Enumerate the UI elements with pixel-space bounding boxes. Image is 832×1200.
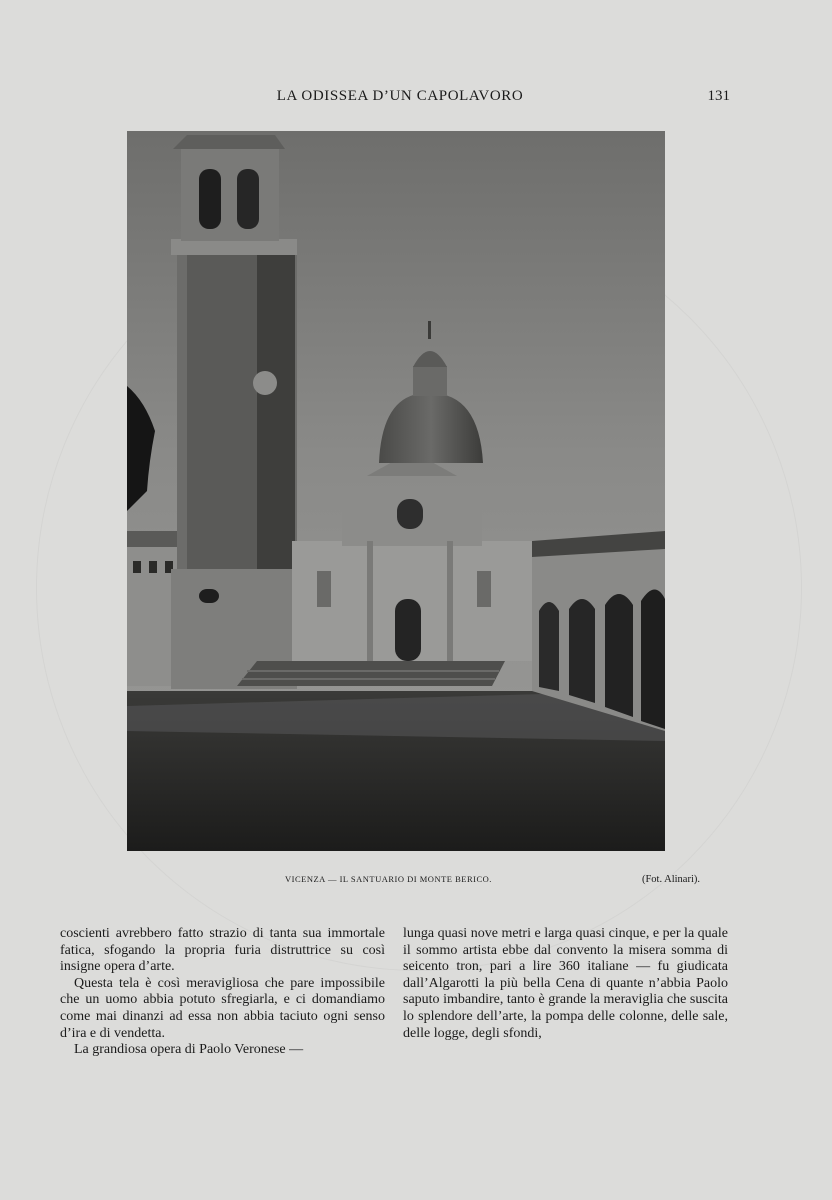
paragraph: Questa tela è così meravigliosa che pare impossibile che un uomo abbia potuto sfregiarla, e ci domandiamo come mai dinanzi ad essa non abbia taciuto ogni senso d’ira e di vendetta. (60, 975, 385, 1041)
photo-credit: (Fot. Alinari). (641, 874, 700, 885)
page-number: 131 (707, 88, 730, 104)
text-column-right (403, 926, 728, 1042)
paragraph: lunga quasi nove metri e larga quasi cinque, e per la quale il sommo artista ebbe dal convento la misera somma di seicento tron, pari a lire 360 italiane — fu giudicata dall’Algarotti la più bella Cena di quante n’abbia Paolo saputo imbandire, tanto è grande la meraviglia che suscita lo splendore dell’arte, la pompa delle colonne, delle sale, delle logge, degli sfondi, (403, 926, 728, 1041)
paragraph: coscienti avrebbero fatto strazio di tanta sua immortale fatica, sfogando la propria furia distruttrice su così insigne opera d’arte. (60, 926, 385, 975)
figure-caption: VICENZA — IL SANTUARIO DI MONTE BERICO. (285, 874, 492, 884)
church-photograph (127, 131, 665, 851)
sanctuary-illustration (127, 131, 665, 851)
text-column-left (60, 926, 385, 1059)
figure-caption-row (130, 874, 704, 888)
paragraph: La grandiosa opera di Paolo Veronese — (74, 1042, 304, 1058)
running-title: LA ODISSEA D’UN CAPOLAVORO (276, 88, 524, 104)
